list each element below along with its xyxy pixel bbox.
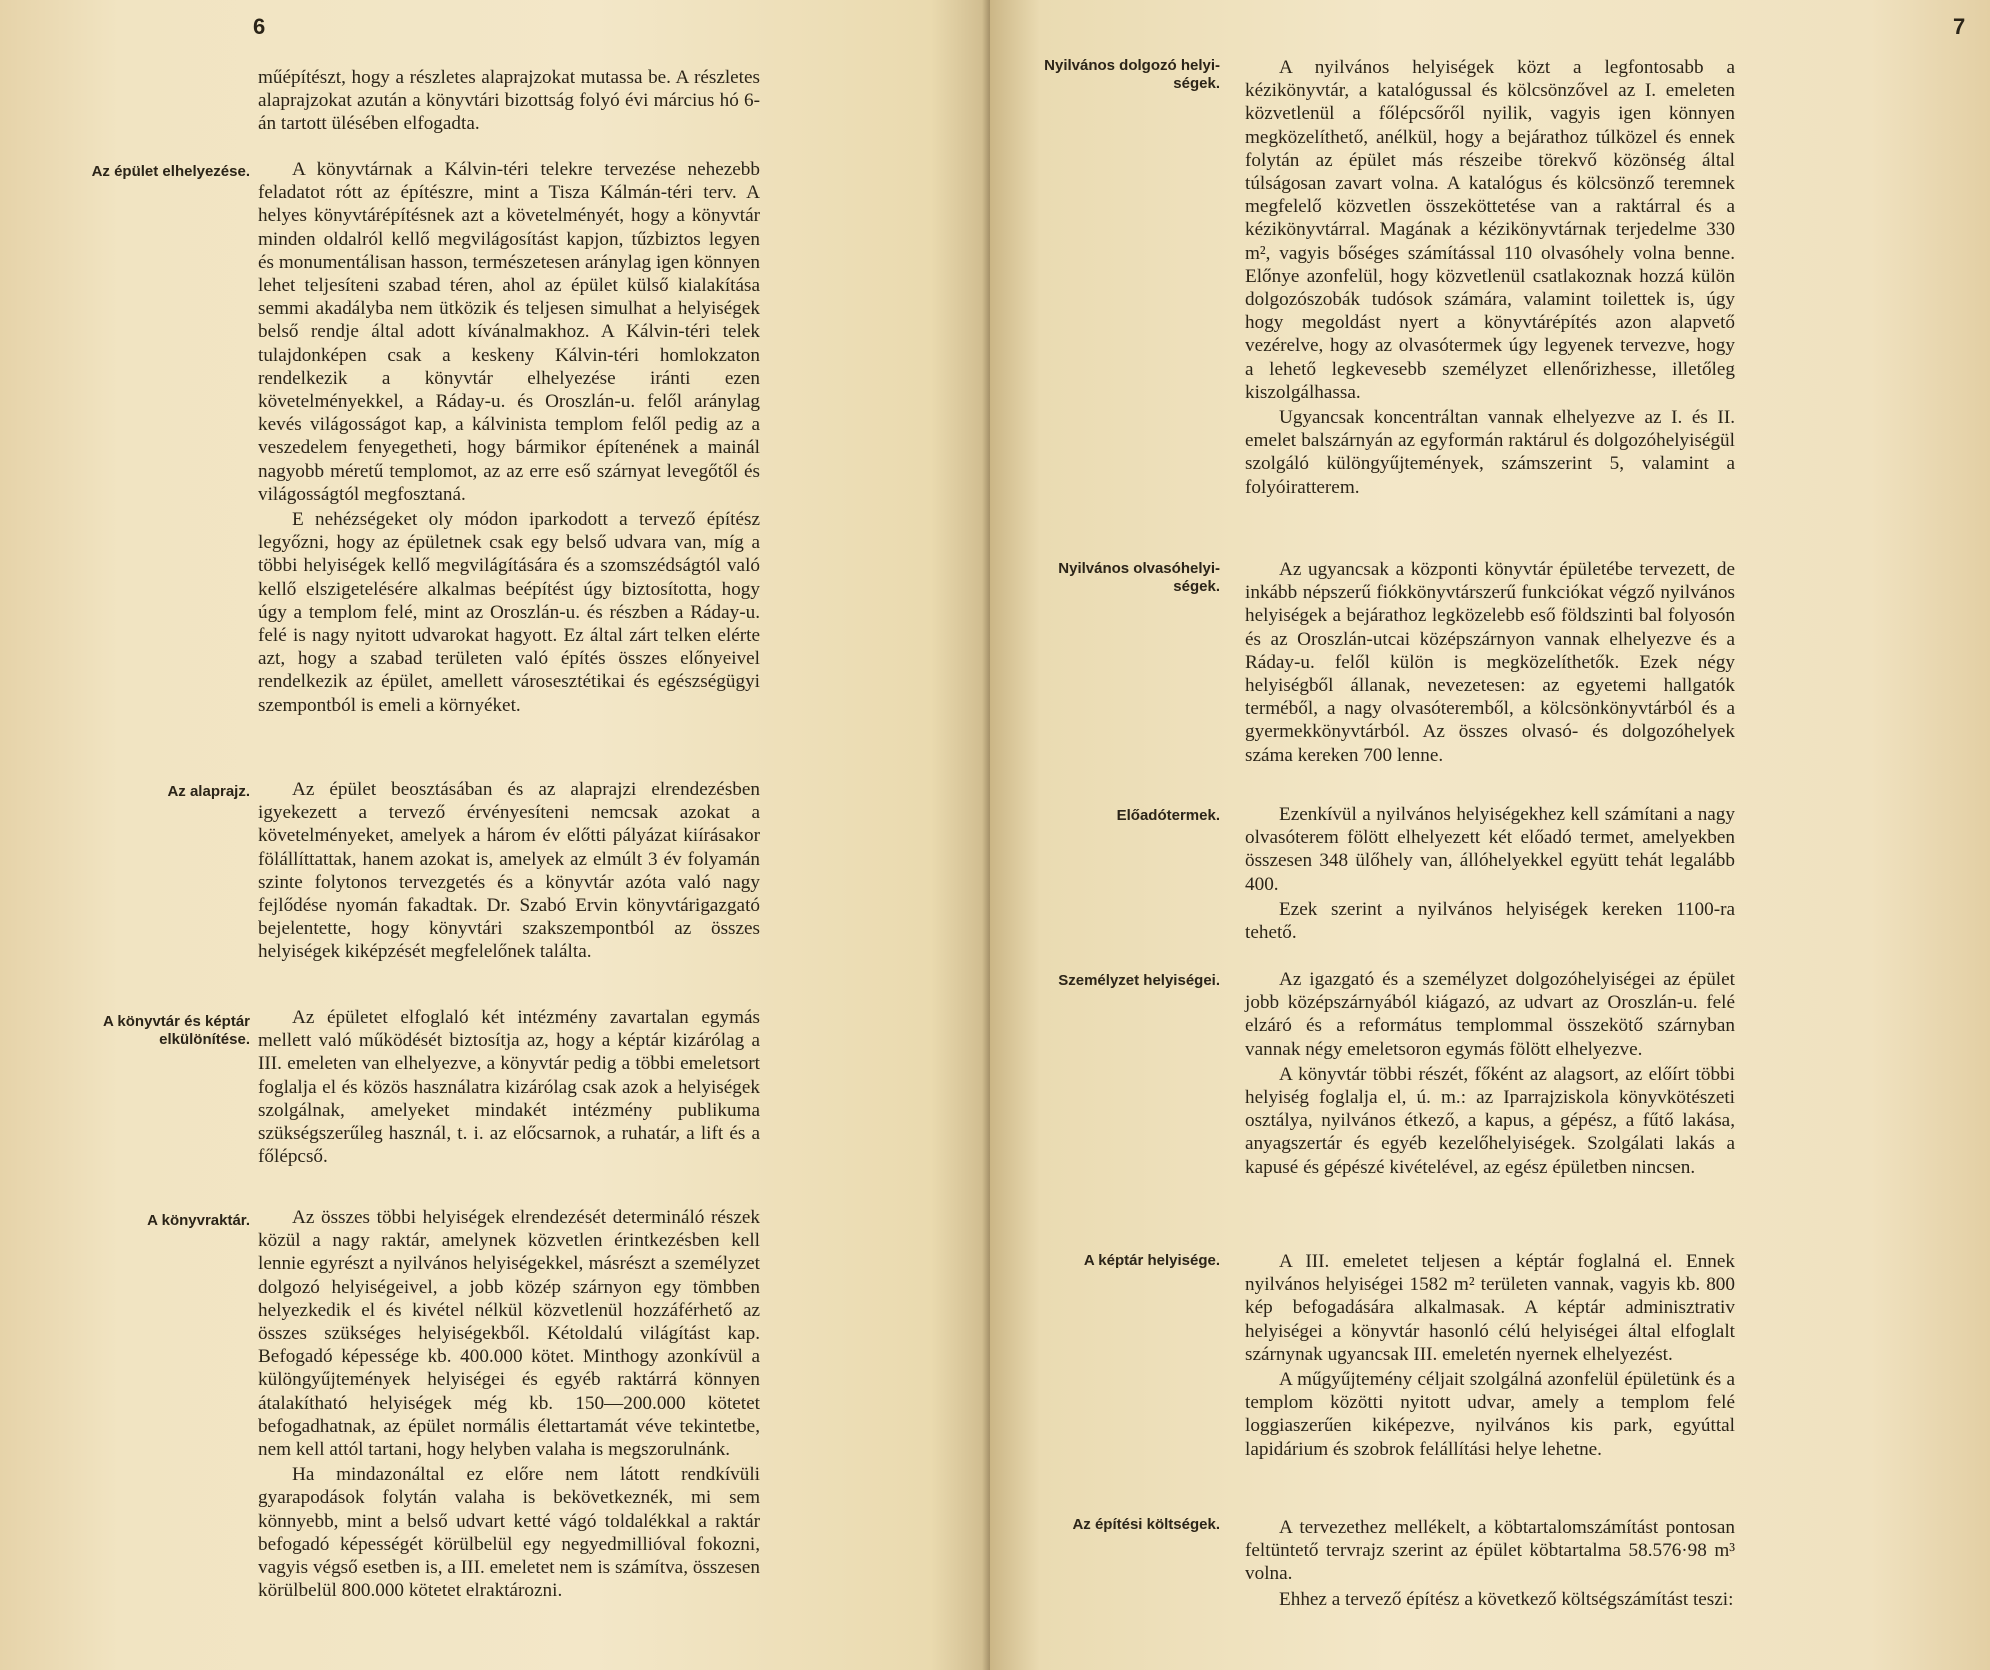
section-konyvraktar	[258, 1206, 760, 1602]
paragraph: A könyvtárnak a Kálvin-téri telekre tervezése nehezebb feladatot rótt az építészre, mint a Tisza Kálmán-téri terv. A helyes könyvtárépítésnek azt a követelményét, hogy a könyvtár minden oldalról kellő megvilágosítást kapjon, tűzbiztos legyen és monumentálisan hasson, természetesen aránylag igen könnyen lehet teljesíteni szabad téren, ahol az épület külső kialakítása semmi akadályba nem ütközik és teljesen simulhat a helyiségek belső rendje által adott kívánalmakhoz. A Kálvin-téri telek tulajdonképen csak a keskeny Kálvin-téri homlokzaton rendelkezik a könyvtár elhelyezése iránti ezen követelményekkel, a Ráday-u. és Oroszlán-u. felől aránylag kevés világosságot kap, a kálvinista templom felől pedig az a veszedelem fenyegetheti, hogy bármikor építenének a mainál nagyobb méretű templomot, az az erre eső szárnyat levegőtől és világosságtól megfosztaná.	[258, 159, 760, 505]
sidenote-konyvraktar: A könyvraktár.	[147, 1212, 250, 1229]
paragraph: Ezek szerint a nyilvános helyiségek kereken 1100-ra tehető.	[1245, 898, 1735, 944]
paragraph: Az igazgató és a személyzet dolgozóhelyiségei az épület jobb középszárnyából kiágazó, az udvart az Oroszlán-u. felé elzáró és a református templommal összekötő szárnyban vannak négy emeletsoron egymás fölött elhelyezve.	[1245, 969, 1735, 1060]
paragraph: műépítészt, hogy a részletes alaprajzokat mutassa be. A részletes alaprajzokat azután a könyvtári bizottság folyó évi március hó 6-án tartott ülésében elfogadta.	[258, 67, 760, 135]
page-number-left: 6	[253, 14, 266, 39]
paragraph: A nyilvános helyiségek közt a legfontosabb a kézikönyvtár, a katalógussal és kölcsönzővel az I. emeleten közvetlenül a főlépcsőről nyilik, vagyis igen könnyen megközelíthető, anélkül, hogy a bejárathoz túlközel és ennek folytán az épület más részeibe törekvő közönség által túlságosan zavart volna. A katalógus és kölcsönző teremnek megfelelő közvetlen összeköttetése van a raktárral és a kézikönyvtárral. Magának a kézikönyvtárnak terjedelme 330 m², vagyis bőséges számítással 110 olvasóhely volna benne. Előnye azonfelül, hogy közvetlenül csatlakoznak hozzá külön dolgozószobák tudósok számára, valamint toilettek is, úgy hogy megoldást nyert a könyvtárépítés azon alapvető vezérelve, hogy az olvasótermek úgy legyenek tervezve, hogy a lehető legkevesebb személyzet ellenőrizhesse, illetőleg kiszolgálhassa.	[1245, 57, 1735, 403]
section-intro	[258, 66, 760, 136]
section-szemelyzet	[1245, 968, 1735, 1179]
section-alaprajz	[258, 778, 760, 964]
paragraph: E nehézségeket oly módon iparkodott a tervező építész legyőzni, hogy az épületnek csak egy belső udvara van, míg a többi helyiségek kellő megvilágítására és a szomszédságtól való kellő elszigetelésére alkalmas beépítést úgy biztosította, hogy úgy a templom felé, mint az Oroszlán-u. és részben a Ráday-u. felé is nagy nyitott udvarokat hagyott. Ez által zárt telken elérte azt, hogy a szabad területen való építés összes előnyeivel rendelkezik az épület, amellett városesztétikai és egészségügyi szempontból is emeli a környéket.	[258, 509, 760, 716]
sidenote-eloadotermek: Előadótermek.	[1116, 807, 1220, 824]
sidenote-epitesi-koltsegek: Az építési költségek.	[1072, 1516, 1220, 1533]
section-eloadotermek	[1245, 803, 1735, 944]
paragraph: A III. emeletet teljesen a képtár foglalná el. Ennek nyilvános helyiségei 1582 m² területen vannak, vagyis kb. 800 kép befogadására alkalmasak. A képtár adminisztrativ helyiségei a könyvtár hasonló célú helyiségei által elfoglalt szárnynak ugyancsak III. emeletén nyernek elhelyezést.	[1245, 1251, 1735, 1365]
paragraph: Az ugyancsak a központi könyvtár épületébe tervezett, de inkább népszerű fiókkönyvtárszerű funkciókat végző nyilvános helyiségek a bejárathoz legközelebb eső földszinti bal folyosón és az Oroszlán-utcai középszárnyon vannak elhelyezve és a Ráday-u. felől külön is megközelíthetők. Ezek négy helyiségből állanak, nevezetesen: az egyetemi hallgatók terméből, a nagy olvasóteremből, a kölcsönkönyvtárból és a gyermekkönyvtárból. Az összes olvasó- és dolgozóhelyek száma kereken 700 lenne.	[1245, 559, 1735, 766]
paragraph: A tervezethez mellékelt, a köbtartalomszámítást pontosan feltüntető tervrajz szerint az épület köbtartalma 58.576·98 m³ volna.	[1245, 1517, 1735, 1585]
sidenote-konyvtar-keptar: A könyvtár és képtár elkülönítése.	[102, 1013, 250, 1048]
right-page	[990, 0, 1990, 1670]
page-number-right: 7	[1953, 14, 1966, 39]
paragraph: Az épület beosztásában és az alaprajzi elrendezésben igyekezett a tervező érvényesíteni nemcsak azokat a követelményeket, amelyek a három év előtti pályázat kiírásakor fölállíttattak, hanem azokat is, amelyek az elmúlt 3 év folyamán szinte folytonos tervezgetés és a könyvtár azóta való nagy fejlődése nyomán fakadtak. Dr. Szabó Ervin könyvtárigazgató bejelentette, hogy könyvtári szakszempontból az összes helyiségek kiképzését megfelelőnek találta.	[258, 779, 760, 963]
sidenote-nyilvanos-olvaso: Nyilvános olvasóhelyi- ségek.	[1058, 560, 1220, 595]
paragraph: Ugyancsak koncentráltan vannak elhelyezve az I. és II. emelet balszárnyán az egyformán raktárul és dolgozóhelyiségül szolgáló különgyűjtemények, számszerint 5, valamint a folyóiratterem.	[1245, 407, 1735, 498]
section-keptar	[1245, 1250, 1735, 1461]
paragraph: Az összes többi helyiségek elrendezését determináló részek közül a nagy raktár, amelynek közvetlen érintkezésben kell lennie egyrészt a nyilvános helyiségekkel, másrészt a személyzet dolgozó helyiségeivel, a jobb közép szárnyon egy tömbben helyezkedik el és kivétel nélkül közvetlenül hozzáférhető az összes szükséges helyiségekből. Kétoldalú világítást kap. Befogadó képessége kb. 400.000 kötet. Minthogy azonkívül a különgyűjtemények helyiségei és egyéb raktárrá könnyen átalakítható helyiségek még kb. 150—200.000 kötetet befogadhatnak, az épület normális élettartamát véve tekintetbe, nem kell attól tartani, hogy helyben valaha is megszorulnánk.	[258, 1207, 760, 1461]
section-nyilvanos-olvaso	[1245, 558, 1735, 767]
sidenote-epulet-elhelyezese: Az épület elhelyezése.	[91, 163, 250, 180]
sidenote-nyilvanos-dolgozo: Nyilvános dolgozó helyi- ségek.	[1044, 57, 1220, 92]
paragraph: Ehhez a tervező építész a következő költségszámítást teszi:	[1279, 1588, 1734, 1610]
section-epitesi-koltsegek	[1245, 1516, 1735, 1611]
section-konyvtar-keptar	[258, 1006, 760, 1168]
left-page	[0, 0, 990, 1670]
section-nyilvanos-dolgozo	[1245, 56, 1735, 499]
paragraph: Az épületet elfoglaló két intézmény zavartalan egymás mellett való működését biztosítja az, hogy a képtár kizárólag a III. emeleten van elhelyezve, a könyvtár pedig a többi emeletsort foglalja el és közös használatra kizárólag csak azok a helyiségek szolgálnak, amelyeket mindakét intézmény publikuma szükségszerűleg használ, t. i. az előcsarnok, a ruhatár, a lift és a főlépcső.	[258, 1007, 760, 1168]
section-epulet-elhelyezese	[258, 158, 760, 717]
sidenote-keptar: A képtár helyisége.	[1083, 1252, 1220, 1269]
paragraph: A könyvtár többi részét, főként az alagsort, az előírt többi helyiség foglalja el, ú. m.: az Iparrajziskola könyvkötészeti osztálya, nyilvános étkező, a kapus, a gépész, a fűtő lakása, anyagszertár és egyéb kezelőhelyiségek. Szolgálati lakás a kapusé és gépészé kivételével, az egész épületben nincsen.	[1245, 1063, 1735, 1178]
sidenote-alaprajz: Az alaprajz.	[167, 783, 250, 800]
paragraph: A műgyűjtemény céljait szolgálná azonfelül épületünk és a templom közötti nyitott udvar, amely a templom felé loggiaszerűen kiképezve, nyilvános kis park, egyúttal lapidárium és szobrok felállítási helye lehetne.	[1245, 1369, 1735, 1460]
sidenote-szemelyzet: Személyzet helyiségei.	[1058, 972, 1220, 989]
paragraph: Ha mindazonáltal ez előre nem látott rendkívüli gyarapodások folytán valaha is bekövetkeznék, mi sem könnyebb, mint a belső udvart ketté vágó toldalékkal a raktár befogadó képességét körülbelül egy negyedmillióval fokozni, vagyis végső esetben is, a III. emeletet nem is számítva, összesen körülbelül 800.000 kötetet elraktározni.	[258, 1464, 760, 1602]
paragraph: Ezenkívül a nyilvános helyiségekhez kell számítani a nagy olvasóterem fölött elhelyezett két előadó termet, amelyekben összesen 348 ülőhely van, állóhelyekkel együtt tehát legalább 400.	[1245, 804, 1735, 895]
